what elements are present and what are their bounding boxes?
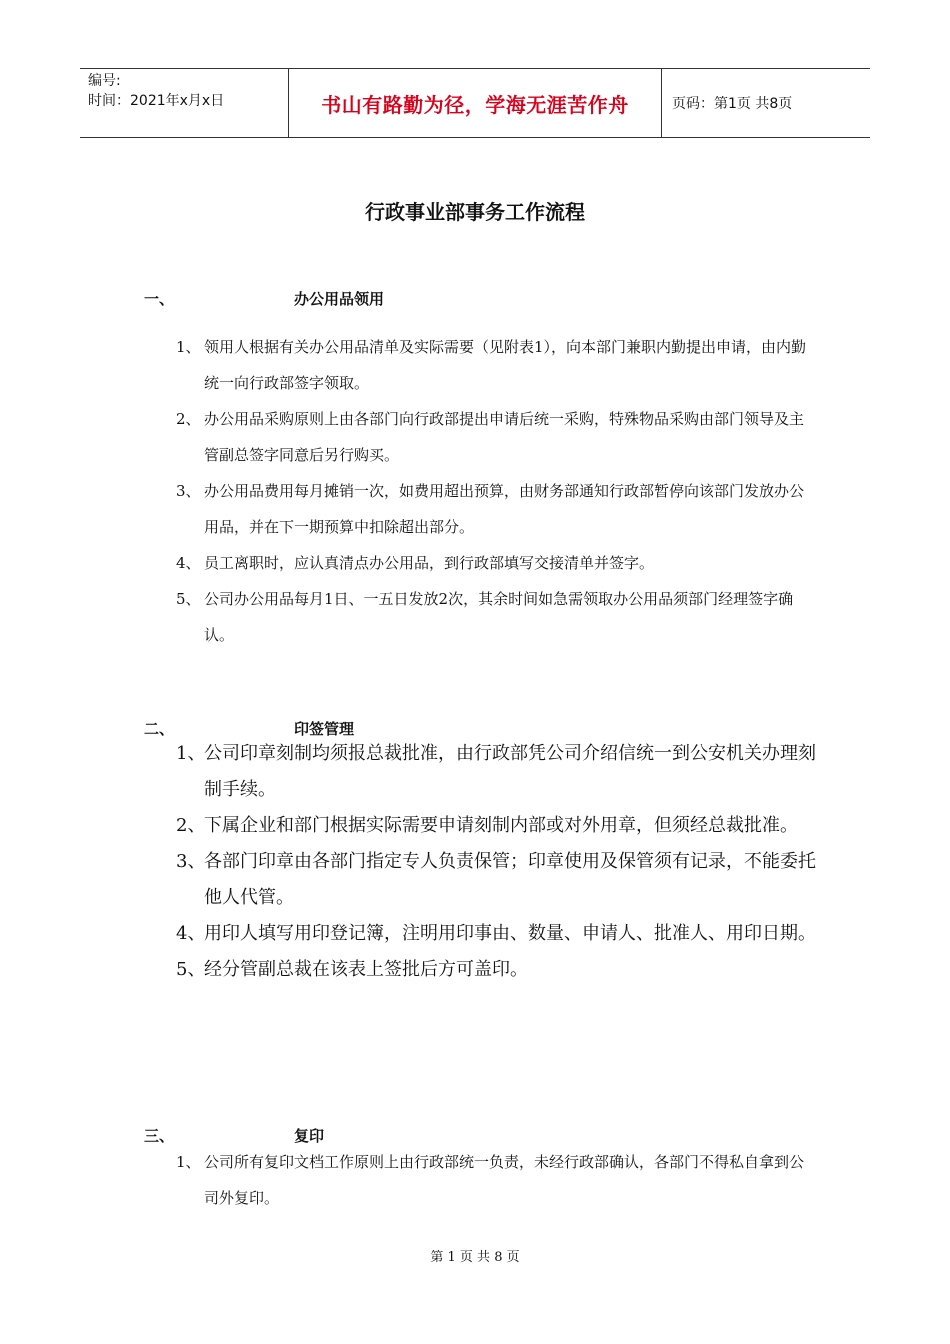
list-item: 5、 公司办公用品每月1日、一五日发放2次，其余时间如急需领取办公用品须部门经理签字确认。 [176, 590, 794, 644]
date-label: 时间：2021年x月x日 [88, 93, 225, 109]
header-page-info [662, 69, 870, 137]
header-motto [288, 69, 662, 137]
list-item: 3、 办公用品费用每月摊销一次，如费用超出预算，由财务部通知行政部暂停向该部门发放办公用品，并在下一期预算中扣除超出部分。 [176, 482, 805, 536]
section-heading-1 [144, 288, 384, 309]
section-title: 复印 [294, 1127, 325, 1145]
list-item: 1、 公司印章刻制均须报总裁批准，由行政部凭公司介绍信统一到公安机关办理刻制手续。 [176, 743, 816, 800]
page-info-text: 页码：第1页 共8页 [672, 96, 793, 112]
list-item: 3、 各部门印章由各部门指定专人负责保管；印章使用及保管须有记录，不能委托他人代管。 [176, 851, 816, 908]
section-1-list [176, 329, 816, 653]
section-number: 一、 [144, 290, 175, 308]
section-number: 二、 [144, 720, 175, 738]
motto-text: 书山有路勤为径，学海无涯苦作舟 [321, 92, 629, 117]
list-item: 1、 领用人根据有关办公用品清单及实际需要（见附表1），向本部门兼职内勤提出申请，由内勤统一向行政部签字领取。 [176, 338, 807, 392]
page-footer: 第 1 页 共 8 页 [430, 1250, 520, 1265]
list-item: 2、 下属企业和部门根据实际需要申请刻制内部或对外用章，但须经总裁批准。 [176, 815, 798, 836]
list-item: 2、 办公用品采购原则上由各部门向行政部提出申请后统一采购，特殊物品采购由部门领导及主管副总签字同意后另行购买。 [176, 410, 805, 464]
list-item: 5、 经分管副总裁在该表上签批后方可盖印。 [176, 959, 528, 980]
document-title: 行政事业部事务工作流程 [365, 200, 585, 224]
section-2-list [176, 736, 816, 988]
number-label: 编号: [88, 73, 121, 89]
section-title: 办公用品领用 [294, 290, 385, 308]
section-heading-3 [144, 1125, 324, 1146]
header-meta [80, 69, 288, 137]
section-number: 三、 [144, 1127, 175, 1145]
list-item: 4、 用印人填写用印登记簿，注明用印事由、数量、申请人、批准人、用印日期。 [176, 923, 816, 944]
list-item: 1、 公司所有复印文档工作原则上由行政部统一负责，未经行政部确认，各部门不得私自拿到公司外复印。 [176, 1153, 805, 1207]
section-3-list [176, 1144, 816, 1216]
list-item: 4、 员工离职时，应认真清点办公用品，到行政部填写交接清单并签字。 [176, 554, 655, 572]
section-title: 印签管理 [294, 720, 355, 738]
document-header [80, 68, 870, 138]
